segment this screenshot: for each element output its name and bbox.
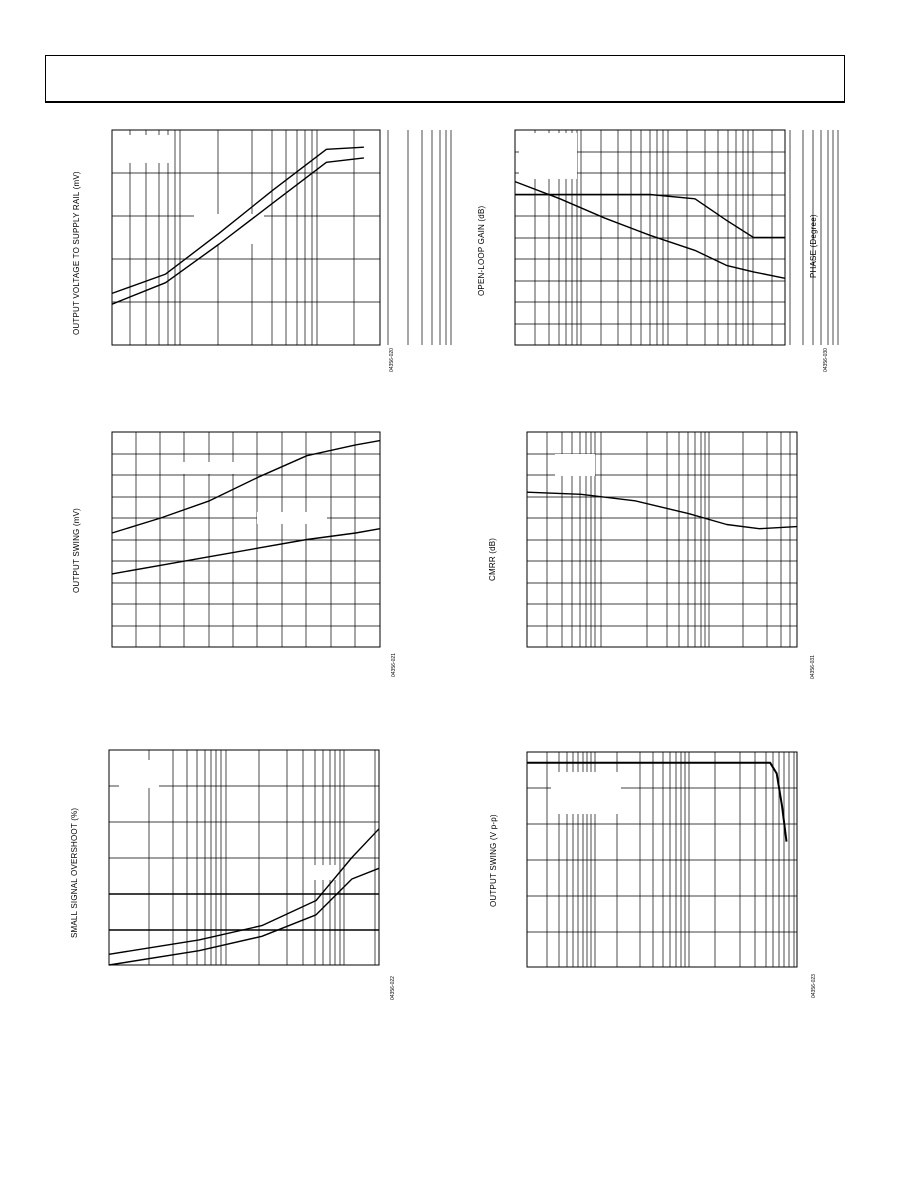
annotation-blank <box>519 133 577 179</box>
y-axis-label: CMRR (dB) <box>488 537 497 581</box>
chart-svg <box>515 130 785 345</box>
y-axis-label: SMALL SIGNAL OVERSHOOT (%) <box>70 807 79 938</box>
annotation-blank <box>182 462 242 474</box>
annotation-blank <box>307 865 337 880</box>
y-axis-label: OPEN-LOOP GAIN (dB) <box>477 205 486 296</box>
annotation-blank <box>119 760 159 788</box>
chart-svg <box>112 130 380 345</box>
chart-svg <box>527 432 797 647</box>
page-header-frame <box>45 55 845 103</box>
series-line-2 <box>109 868 379 965</box>
chart-svg <box>527 752 797 967</box>
series-line-1 <box>527 492 797 529</box>
chart-3 <box>112 432 380 647</box>
y-axis-label: OUTPUT SWING (V p-p) <box>489 814 498 907</box>
chart-4 <box>527 432 797 647</box>
annotation-blank <box>555 454 595 476</box>
chart-6 <box>527 752 797 967</box>
chart-5 <box>109 750 379 965</box>
annotation-blank <box>551 772 621 814</box>
figure-code: 04356-021 <box>391 653 397 677</box>
y-axis-label: OUTPUT VOLTAGE TO SUPPLY RAIL (mV) <box>72 171 81 335</box>
chart-svg <box>109 750 379 965</box>
series-line-1 <box>112 441 380 533</box>
annotation-blank <box>257 512 327 524</box>
chart-svg <box>112 432 380 647</box>
plot-frame <box>112 432 380 647</box>
figure-code: 04356-030 <box>823 348 829 372</box>
annotation-blank <box>124 135 170 163</box>
figure-code: 04356-022 <box>390 976 396 1000</box>
chart-1 <box>112 130 380 345</box>
figure-code: 04356-023 <box>811 974 817 998</box>
y-axis-label: OUTPUT SWING (mV) <box>72 507 81 593</box>
y-axis-label-right: PHASE (Degree) <box>809 214 818 278</box>
chart-2 <box>515 130 785 345</box>
grid <box>112 432 380 647</box>
series-line-2 <box>112 529 380 574</box>
figure-code: 04356-020 <box>389 348 395 372</box>
figure-code: 04356-031 <box>810 655 816 679</box>
